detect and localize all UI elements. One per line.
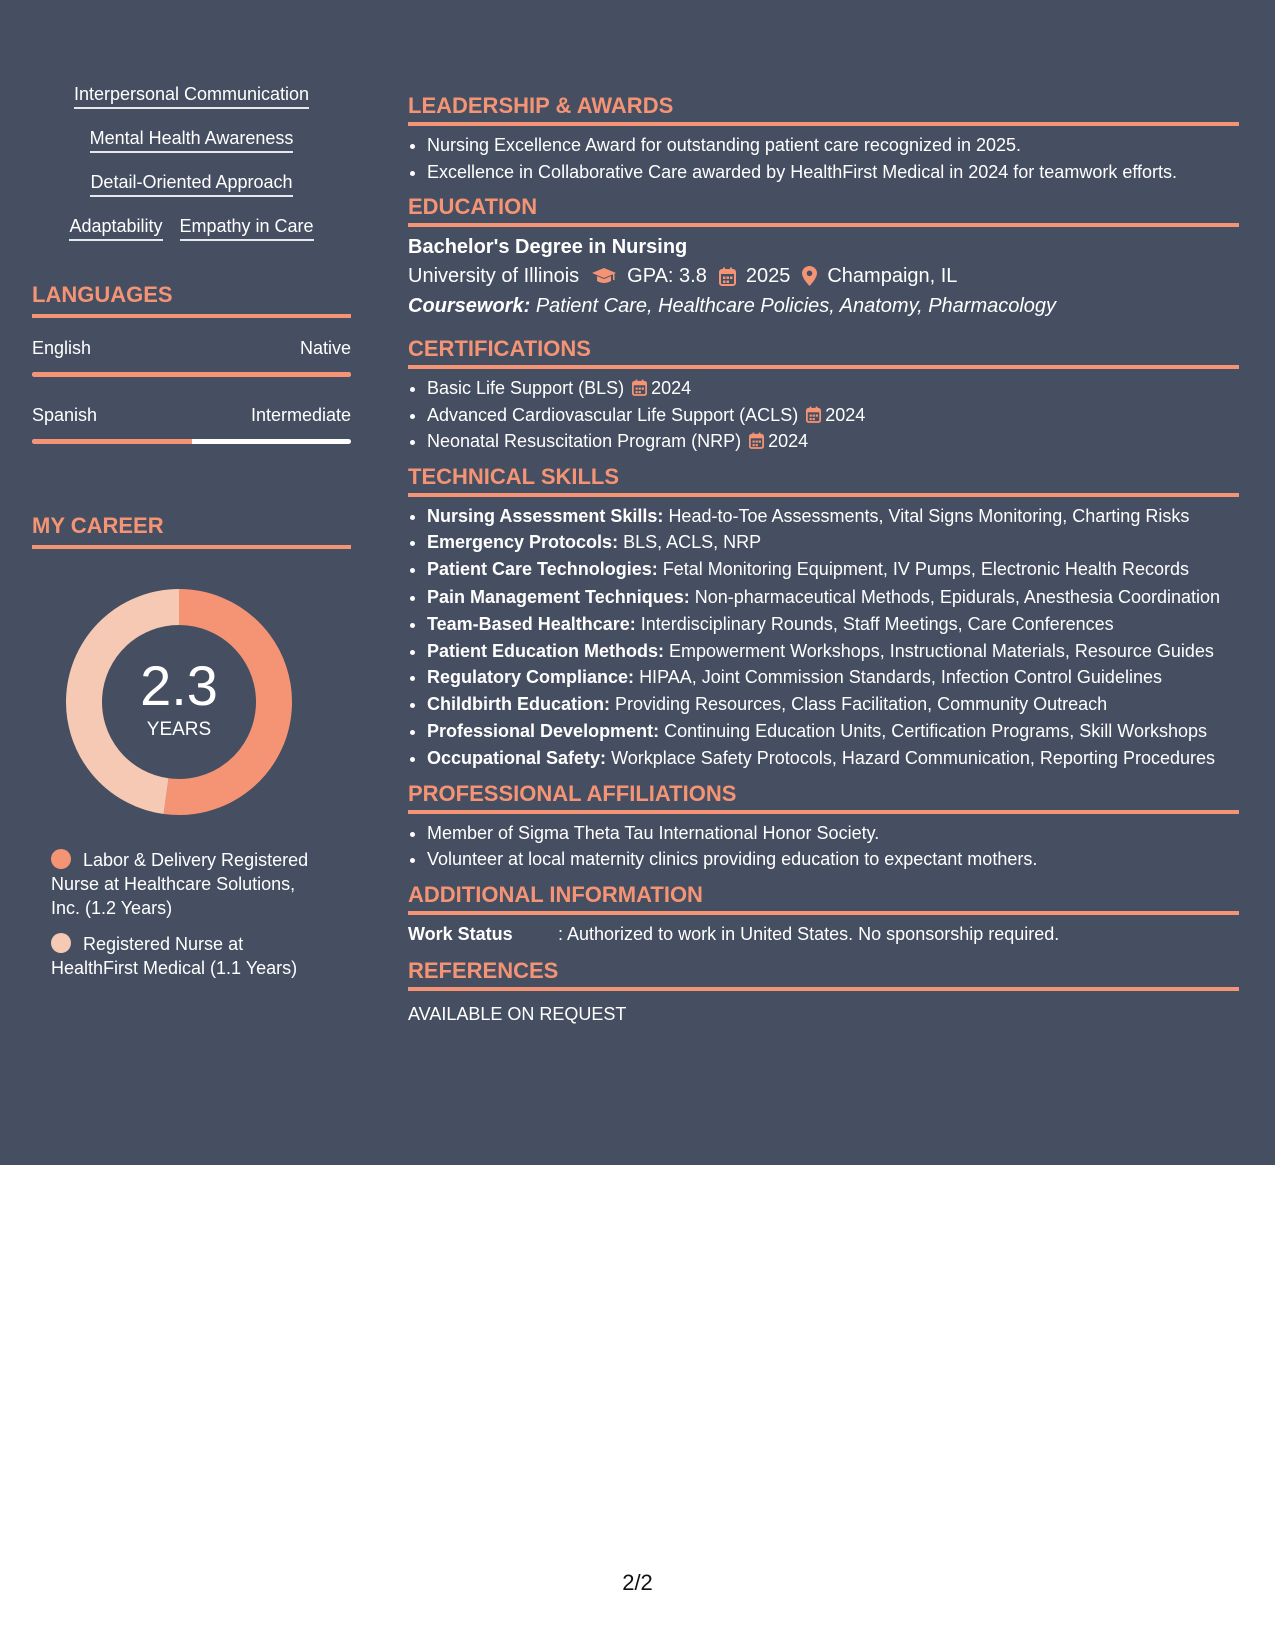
technical-skills-list xyxy=(408,503,1239,772)
certification-year: 2024 xyxy=(651,378,692,398)
certification-year: 2024 xyxy=(825,404,866,425)
school-name: University of Illinois xyxy=(408,265,580,287)
technical-skills-section xyxy=(408,463,1239,772)
legend-dot xyxy=(51,849,71,869)
skills-list xyxy=(32,82,351,241)
skill-text: Head-to-Toe Assessments, Vital Signs Monitoring, Charting Risks xyxy=(668,505,1190,526)
proficiency-bar xyxy=(32,372,351,377)
work-status-value: : Authorized to work in United States. No sponsorship required. xyxy=(558,923,1060,944)
work-status-label: Work Status xyxy=(408,923,513,944)
skill-text: Providing Resources, Class Facilitation, Community Outreach xyxy=(615,694,1108,715)
skill-tag: Adaptability xyxy=(69,214,162,241)
list-item xyxy=(427,611,1239,638)
list-item xyxy=(427,691,1239,718)
list-item: • Excellence in Collaborative Care awarded by HealthFirst Medical in 2024 for teamwork efforts. xyxy=(427,159,1239,186)
career-unit: YEARS xyxy=(146,719,212,740)
skill-text: Fetal Monitoring Equipment, IV Pumps, Electronic Health Records xyxy=(662,559,1189,580)
list-item xyxy=(427,529,1239,556)
graduation-cap-icon xyxy=(591,267,617,285)
certification-item xyxy=(427,402,1239,429)
left-column xyxy=(32,82,351,992)
certification-item xyxy=(427,375,1239,402)
coursework xyxy=(408,291,1239,321)
proficiency-fill xyxy=(32,372,351,377)
career-section xyxy=(32,512,351,980)
skill-text: Interdisciplinary Rounds, Staff Meetings, Care Conferences xyxy=(640,613,1114,634)
list-item xyxy=(427,638,1239,665)
map-pin-icon xyxy=(802,266,817,286)
career-donut-chart xyxy=(64,587,294,817)
references-text: AVAILABLE ON REQUEST xyxy=(408,1003,627,1024)
language-item xyxy=(32,403,351,444)
language-level: Intermediate xyxy=(250,405,351,425)
certification-list xyxy=(408,375,1239,455)
section-heading: ADDITIONAL INFORMATION xyxy=(408,881,1239,915)
legend-item xyxy=(51,848,321,920)
certification-name: Advanced Cardiovascular Life Support (ACLS) xyxy=(427,404,799,425)
education-details xyxy=(408,261,1239,291)
calendar-icon xyxy=(719,267,736,286)
section-heading: PROFESSIONAL AFFILIATIONS xyxy=(408,780,1239,814)
proficiency-fill xyxy=(32,439,192,444)
legend-label: Labor & Delivery Registered Nurse at Healthcare Solutions, Inc. (1.2 Years) xyxy=(51,850,309,918)
section-heading: REFERENCES xyxy=(408,957,1239,991)
certification-year: 2024 xyxy=(768,431,809,451)
skill-text: HIPAA, Joint Commission Standards, Infection Control Guidelines xyxy=(639,667,1162,688)
language-name: Spanish xyxy=(32,405,98,425)
degree-title: Bachelor's Degree in Nursing xyxy=(408,236,688,258)
coursework-label: Coursework: xyxy=(408,295,531,317)
certification-name: Basic Life Support (BLS) xyxy=(427,378,625,398)
skill-label: Patient Care Technologies: xyxy=(427,559,658,580)
list-item xyxy=(427,585,1239,609)
certification-item xyxy=(427,428,1239,455)
calendar-icon xyxy=(806,406,821,423)
references-section xyxy=(408,957,1239,1027)
career-legend xyxy=(51,848,321,980)
list-item xyxy=(427,718,1239,745)
language-level: Native xyxy=(299,338,351,358)
school-location: Champaign, IL xyxy=(827,265,958,287)
certification-name: Neonatal Resuscitation Program (NRP) xyxy=(427,431,742,451)
section-heading: EDUCATION xyxy=(408,193,1239,227)
gpa: GPA: 3.8 xyxy=(627,265,707,287)
certifications-section xyxy=(408,335,1239,455)
skill-label: Pain Management Techniques: xyxy=(427,586,690,607)
list-item xyxy=(427,556,1239,583)
calendar-icon xyxy=(632,379,647,396)
skill-text: Workplace Safety Protocols, Hazard Communication, Reporting Procedures xyxy=(611,747,1216,768)
career-total: 2.3 xyxy=(140,654,218,717)
list-item xyxy=(427,745,1239,772)
graduation-year: 2025 xyxy=(745,265,791,287)
affiliations-section xyxy=(408,780,1239,873)
list-item xyxy=(427,664,1239,691)
skill-label: Professional Development: xyxy=(427,721,660,742)
work-status xyxy=(408,921,1239,947)
section-heading: TECHNICAL SKILLS xyxy=(408,463,1239,497)
award-list xyxy=(408,132,1239,185)
legend-dot xyxy=(51,933,71,953)
skill-label: Patient Education Methods: xyxy=(427,640,665,661)
calendar-icon xyxy=(749,432,764,449)
skill-tag: Empathy in Care xyxy=(180,214,314,241)
legend-item xyxy=(51,932,321,980)
skill-tag: Mental Health Awareness xyxy=(90,126,294,153)
skill-tag: Interpersonal Communication xyxy=(74,82,309,109)
skill-text: Empowerment Workshops, Instructional Materials, Resource Guides xyxy=(669,640,1214,661)
section-heading: LANGUAGES xyxy=(32,281,351,318)
section-heading: MY CAREER xyxy=(32,512,351,549)
proficiency-bar xyxy=(32,439,351,444)
additional-info-section xyxy=(408,881,1239,947)
list-item xyxy=(427,503,1239,530)
skill-label: Regulatory Compliance: xyxy=(427,667,635,688)
education-section xyxy=(408,193,1239,321)
skill-label: Nursing Assessment Skills: xyxy=(427,505,664,526)
skill-text: BLS, ACLS, NRP xyxy=(623,532,762,553)
skill-text: Continuing Education Units, Certification Programs, Skill Workshops xyxy=(664,721,1207,742)
language-name: English xyxy=(32,338,92,358)
list-item: • Volunteer at local maternity clinics providing education to expectant mothers. xyxy=(427,846,1239,873)
list-item: • Member of Sigma Theta Tau International Honor Society. xyxy=(427,820,1239,847)
languages-section xyxy=(32,281,351,444)
legend-label: Registered Nurse at HealthFirst Medical (1.1 Years) xyxy=(51,934,298,978)
page-number: 2/2 xyxy=(622,1570,653,1595)
right-column xyxy=(408,92,1239,1027)
section-heading: LEADERSHIP & AWARDS xyxy=(408,92,1239,126)
language-item xyxy=(32,336,351,377)
list-item: • Nursing Excellence Award for outstanding patient care recognized in 2025. xyxy=(427,132,1239,159)
leadership-section xyxy=(408,92,1239,185)
affiliation-list xyxy=(408,820,1239,873)
skill-label: Emergency Protocols: xyxy=(427,532,619,553)
skill-tag: Detail-Oriented Approach xyxy=(90,170,292,197)
skill-label: Occupational Safety: xyxy=(427,747,607,768)
coursework-list: Patient Care, Healthcare Policies, Anatomy, Pharmacology xyxy=(535,295,1057,317)
skill-label: Childbirth Education: xyxy=(427,694,610,715)
section-heading: CERTIFICATIONS xyxy=(408,335,1239,369)
skill-label: Team-Based Healthcare: xyxy=(427,613,636,634)
skill-text: Non-pharmaceutical Methods, Epidurals, Anesthesia Coordination xyxy=(694,586,1221,607)
